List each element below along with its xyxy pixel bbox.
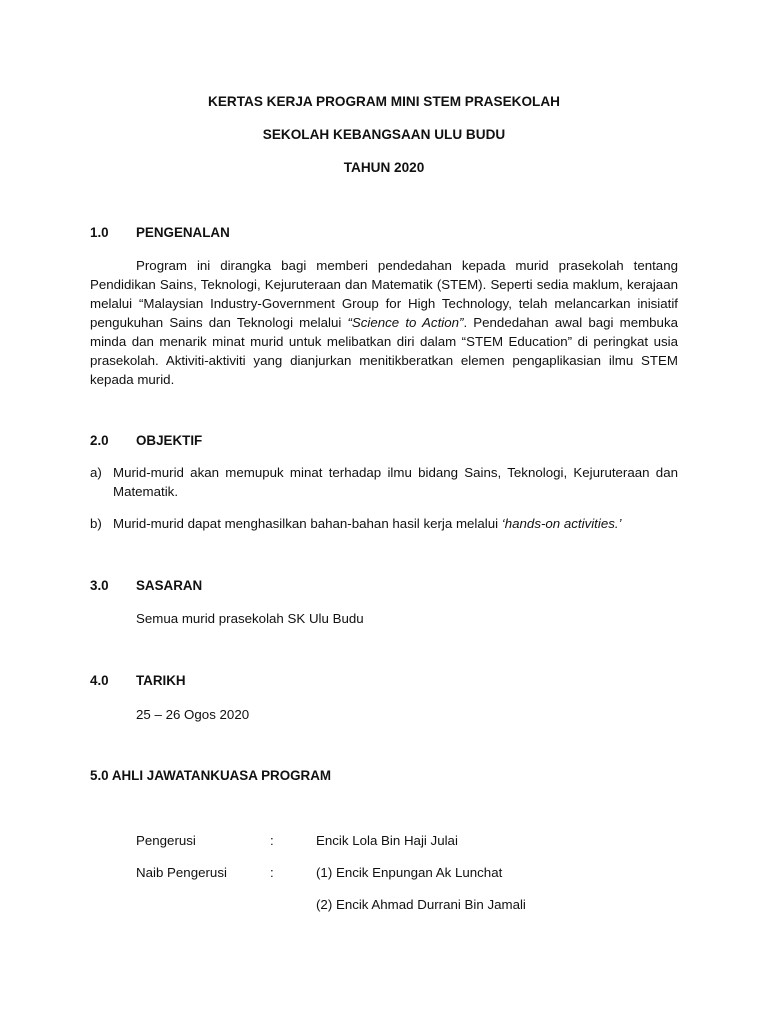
target-text: Semua murid prasekolah SK Ulu Budu — [136, 611, 364, 626]
list-item — [90, 514, 678, 533]
section-heading-date — [90, 672, 186, 690]
committee-colon: : — [270, 865, 274, 880]
list-marker: b) — [90, 516, 102, 531]
list-item-text-plain: Murid-murid dapat menghasilkan bahan-bahan hasil kerja melalui — [113, 516, 502, 531]
committee-name: Encik Lola Bin Haji Julai — [316, 833, 458, 848]
section-title: TARIKH — [136, 673, 186, 688]
list-item-text: Murid-murid akan memupuk minat terhadap ilmu bidang Sains, Teknologi, Kejuruteraan dan Matematik. — [113, 465, 678, 499]
section-title: PENGENALAN — [136, 225, 230, 240]
section-heading-intro — [90, 224, 230, 242]
section-heading-committee: 5.0 AHLI JAWATANKUASA PROGRAM — [90, 768, 332, 783]
list-item-text-italic: ‘hands-on activities.’ — [501, 516, 622, 531]
document-title-line-1: KERTAS KERJA PROGRAM MINI STEM PRASEKOLAH — [208, 94, 560, 109]
section-heading-target — [90, 577, 202, 595]
committee-role: Naib Pengerusi — [136, 865, 227, 880]
committee-colon: : — [270, 833, 274, 848]
committee-name: (2) Encik Ahmad Durrani Bin Jamali — [316, 897, 526, 912]
committee-role: Pengerusi — [136, 833, 196, 848]
intro-text-italic: “Science to Action” — [347, 315, 464, 330]
section-heading-objective — [90, 432, 202, 450]
section-number: 3.0 — [90, 578, 109, 593]
section-number: 1.0 — [90, 225, 109, 240]
committee-name: (1) Encik Enpungan Ak Lunchat — [316, 865, 503, 880]
document-title-line-3: TAHUN 2020 — [343, 160, 425, 175]
intro-text-part-2: . Pendedahan awal bagi membuka minda dan menarik minat murid untuk melibatkan diri dalam “STEM Education” di peringkat usia prasekolah. Aktiviti-aktiviti yang dianjurkan menitikberatkan elemen pengaplikasian ilmu STEM kepada murid. — [90, 315, 678, 387]
section-number: 4.0 — [90, 673, 109, 688]
list-item-text — [113, 514, 678, 533]
list-item — [90, 463, 678, 501]
committee-row — [136, 831, 696, 850]
section-title: OBJEKTIF — [136, 433, 203, 448]
committee-row — [136, 863, 696, 882]
section-number: 2.0 — [90, 433, 109, 448]
intro-paragraph — [90, 256, 678, 389]
section-title: SASARAN — [136, 578, 203, 593]
committee-row — [136, 895, 696, 914]
document-title-line-2: SEKOLAH KEBANGSAAN ULU BUDU — [262, 127, 506, 142]
intro-text-part-1: Program ini dirangka bagi memberi pendedahan kepada murid prasekolah tentang Pendidikan Sains, Teknologi, Kejuruteraan dan Matematik (STEM). Seperti sedia maklum, kerajaan melalui “Malaysian Industry-Government Group for High Technology, telah melancarkan inisiatif pengukuhan Sains dan Teknologi melalui — [90, 258, 678, 330]
date-text: 25 – 26 Ogos 2020 — [136, 707, 250, 722]
list-marker: a) — [90, 465, 102, 480]
